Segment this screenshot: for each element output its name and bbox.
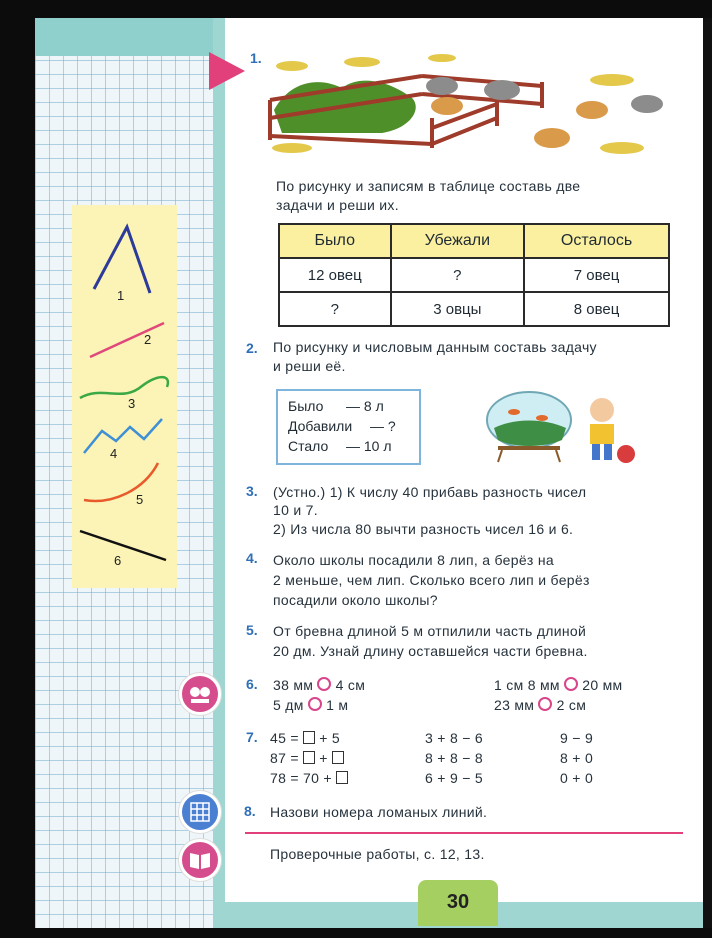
lesson-arrow-icon — [209, 52, 245, 90]
line-label-3: 3 — [128, 396, 136, 411]
task-2-data-box — [276, 389, 421, 465]
line-4 — [84, 419, 162, 453]
task-2-text-line1: По рисунку и числовым данным составь задачу — [273, 339, 597, 355]
aquarium-boy-illustration — [484, 388, 644, 468]
table-cell: 3 овцы — [391, 292, 525, 326]
table-header-row — [279, 224, 669, 258]
line-3 — [80, 377, 168, 398]
blank-box[interactable] — [332, 751, 344, 764]
table-cell: ? — [391, 258, 525, 292]
table-cell: ? — [279, 292, 391, 326]
table-row — [279, 258, 669, 292]
equation-2 — [270, 750, 344, 766]
task-8-number: 8. — [244, 803, 256, 819]
compare-left: 1 см 8 мм — [494, 677, 560, 693]
table-cell: 8 овец — [524, 292, 669, 326]
pair-work-icon — [179, 673, 221, 715]
line-label-6: 6 — [114, 553, 122, 568]
data-row-2 — [288, 418, 396, 434]
expression: 8 + 8 − 8 — [425, 750, 483, 766]
blank-box[interactable] — [303, 731, 315, 744]
compare-circle-blank[interactable] — [308, 697, 322, 711]
task-3-number: 3. — [246, 483, 258, 499]
data-row-1 — [288, 398, 384, 414]
line-label-4: 4 — [110, 446, 118, 461]
blank-box[interactable] — [336, 771, 348, 784]
compare-left: 23 мм — [494, 697, 535, 713]
table-row — [279, 292, 669, 326]
eq-part: 78 = 70 + — [270, 770, 332, 786]
grid-notebook-icon — [179, 791, 221, 833]
eq-part: 87 = — [270, 750, 299, 766]
line-2 — [90, 323, 164, 357]
compare-right: 20 мм — [582, 677, 623, 693]
expression: 6 + 9 − 5 — [425, 770, 483, 786]
task-5-line2: 20 дм. Узнай длину оставшейся части бревна. — [273, 643, 588, 659]
line-label-1: 1 — [117, 288, 125, 303]
data-value: — ? — [370, 418, 396, 434]
compare-left: 5 дм — [273, 697, 304, 713]
table-header-cell: Осталось — [524, 224, 669, 258]
data-value: — 8 л — [346, 398, 384, 414]
table-header-cell: Было — [279, 224, 391, 258]
data-label: Добавили — [288, 418, 353, 434]
top-band — [35, 18, 225, 56]
compare-circle-blank[interactable] — [317, 677, 331, 691]
equation-3 — [270, 770, 348, 786]
task-4-number: 4. — [246, 550, 258, 566]
task-4-line3: посадили около школы? — [273, 592, 438, 608]
data-label: Было — [288, 398, 324, 414]
task-2-text-line2: и реши её. — [273, 358, 346, 374]
compare-right: 2 см — [556, 697, 587, 713]
test-works-reference: Проверочные работы, с. 12, 13. — [270, 846, 485, 862]
sheep-pen-illustration — [262, 48, 682, 163]
data-row-3 — [288, 438, 392, 454]
task-6-number: 6. — [246, 676, 258, 692]
table-cell: 12 овец — [279, 258, 391, 292]
task-1-text-line1: По рисунку и записям в таблице составь две — [276, 178, 581, 194]
task-5-line1: От бревна длиной 5 м отпилили часть длиной — [273, 623, 587, 639]
compare-right: 4 см — [335, 677, 366, 693]
line-6 — [80, 531, 166, 560]
data-label: Стало — [288, 438, 329, 454]
workbook-icon — [179, 839, 221, 881]
equation-1 — [270, 730, 340, 746]
task-1-number: 1. — [250, 50, 262, 66]
page-number: 30 — [418, 880, 498, 926]
task-3-line3: 2) Из числа 80 вычти разность чисел 16 и 6. — [273, 521, 574, 537]
expression: 8 + 0 — [560, 750, 594, 766]
expression: 0 + 0 — [560, 770, 594, 786]
blank-box[interactable] — [303, 751, 315, 764]
eq-part: + 5 — [319, 730, 341, 746]
compare-row-3 — [494, 677, 622, 693]
line-label-2: 2 — [144, 332, 152, 347]
expression: 3 + 8 − 6 — [425, 730, 483, 746]
compare-left: 38 мм — [273, 677, 314, 693]
page-edge — [703, 18, 712, 928]
line-1 — [94, 227, 150, 293]
data-value: — 10 л — [346, 438, 392, 454]
task-7-number: 7. — [246, 729, 258, 745]
task-1-text-line2: задачи и реши их. — [276, 197, 399, 213]
task-8-text: Назови номера ломаных линий. — [270, 804, 488, 820]
line-5 — [84, 463, 158, 501]
task-1-table — [278, 223, 670, 327]
task-3-line1: (Устно.) 1) К числу 40 прибавь разность чисел — [273, 484, 587, 500]
compare-circle-blank[interactable] — [538, 697, 552, 711]
task-5-number: 5. — [246, 622, 258, 638]
task-4-line1: Около школы посадили 8 лип, а берёз на — [273, 552, 554, 568]
compare-row-2 — [273, 697, 348, 713]
margin-band — [213, 18, 225, 928]
compare-circle-blank[interactable] — [564, 677, 578, 691]
polyline-panel — [72, 205, 177, 588]
expression: 9 − 9 — [560, 730, 594, 746]
task-4-line2: 2 меньше, чем лип. Сколько всего лип и берёз — [273, 572, 590, 588]
line-label-5: 5 — [136, 492, 144, 507]
table-header-cell: Убежали — [391, 224, 525, 258]
compare-right: 1 м — [326, 697, 349, 713]
task-3-line2: 10 и 7. — [273, 502, 318, 518]
eq-part: + — [319, 750, 328, 766]
divider — [245, 832, 683, 834]
compare-row-1 — [273, 677, 365, 693]
compare-row-4 — [494, 697, 586, 713]
task-2-number: 2. — [246, 340, 258, 356]
table-cell: 7 овец — [524, 258, 669, 292]
polyline-figures — [72, 205, 177, 588]
eq-part: 45 = — [270, 730, 299, 746]
